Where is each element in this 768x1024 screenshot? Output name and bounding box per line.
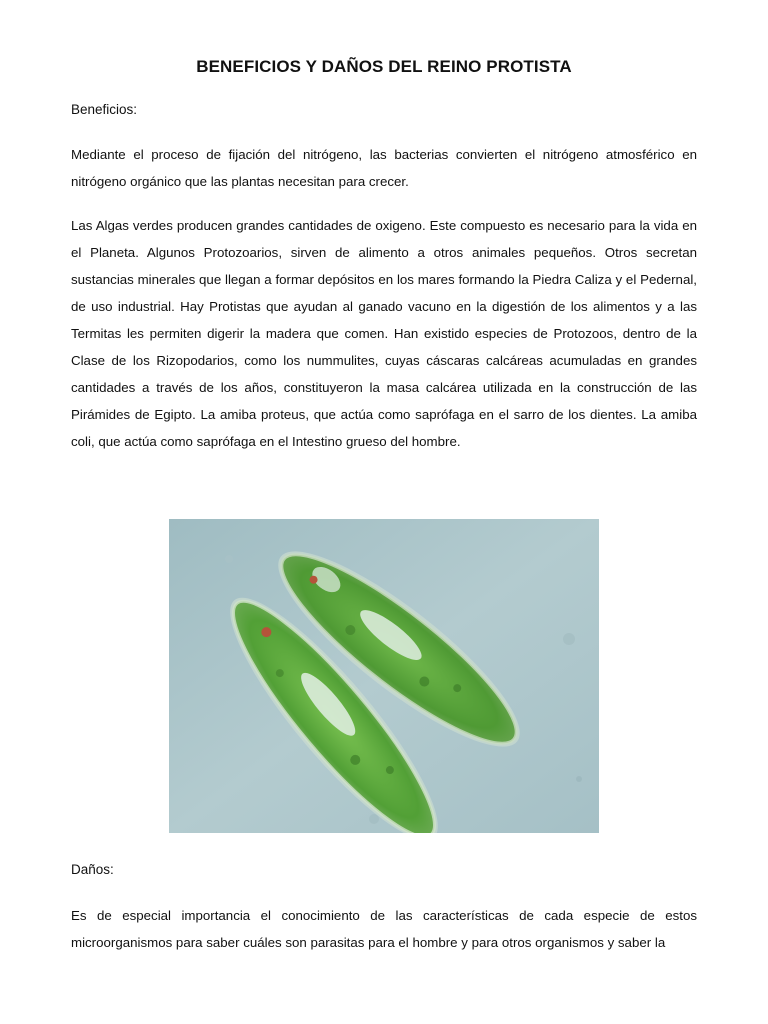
paragraph-damages-detail: Es de especial importancia el conocimiento de las características de cada especie de estos microorganismos para saber cuáles son parasitas para el hombre y para otros organismos y saber la xyxy=(71,908,697,950)
page-title: BENEFICIOS Y DAÑOS DEL REINO PROTISTA xyxy=(196,57,572,76)
paragraph-nitrogen-fixation: Mediante el proceso de fijación del nitrógeno, las bacterias convierten el nitrógeno atmosférico en nitrógeno orgánico que las plantas necesitan para crecer. xyxy=(71,147,697,189)
paragraph-benefits-detail: Las Algas verdes producen grandes cantidades de oxigeno. Este compuesto es necesario para la vida en el Planeta. Algunos Protozoarios, sirven de alimento a otros animales pequeños. Otros secretan sustancias minerales que llegan a formar depósitos en los mares formando la Piedra Caliza y el Pedernal, de uso industrial. Hay Protistas que ayudan al ganado vacuno en la digestión de los alimentos y a las Termitas les permiten digerir la madera que comen. Han existido especies de Protozoos, dentro de la Clase de los Rizopodarios, como los nummulites, cuyas cáscaras calcáreas acumuladas en grandes cantidades a través de los años, constituyeron la masa calcárea utilizada en la construcción de las Pirámides de Egipto. La amiba proteus, que actúa como saprófaga en el sarro de los dientes. La amiba coli, que actúa como saprófaga en el Intestino grueso del hombre. xyxy=(71,218,697,449)
protist-micrograph-image xyxy=(169,519,599,833)
damages-heading: Daños: xyxy=(71,862,114,877)
benefits-heading: Beneficios: xyxy=(71,102,138,117)
